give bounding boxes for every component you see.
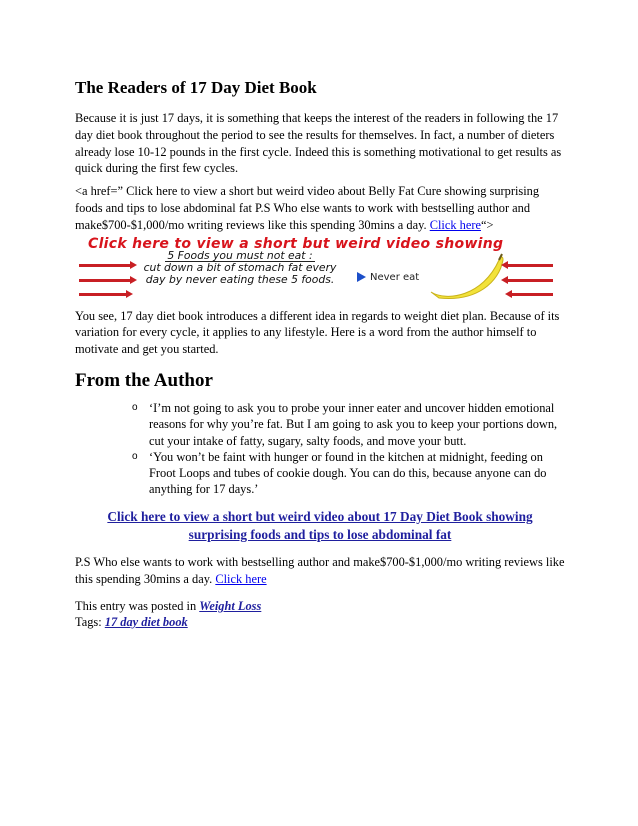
bullet-icon: o [132, 450, 138, 462]
banner-line-3: day by never eating these 5 foods. [145, 272, 335, 286]
quote-text: ‘I’m not going to ask you to probe your inner eater and uncover hidden emotional reasons for why you’re fat. But I am going to ask you to keep your portions down, cut your intake of fatty, sugary, salty foods, and move your butt. [149, 400, 558, 448]
cta-block [75, 508, 565, 544]
banner-line-2: cut down a bit of stomach fat every [143, 261, 337, 275]
promo-tail: “> [480, 217, 494, 232]
right-arrow-icon [507, 279, 553, 282]
right-arrow-icon [511, 293, 553, 296]
never-eat-label: Never eat [357, 272, 419, 283]
ps-text: P.S Who else wants to work with bestselling author and make$700-$1,000/mo writing reviews like this spending 30mins a day. [75, 554, 565, 586]
posted-in [75, 599, 565, 615]
left-arrow-icon [79, 264, 131, 267]
banner-line-1: 5 Foods you must not eat : [167, 248, 313, 262]
document-page [75, 70, 565, 630]
banana-icon [427, 252, 505, 300]
body-paragraph: You see, 17 day diet book introduces a different idea in regards to weight diet plan. Because of its variation for every cycle, it applies to any lifestyle. Here is a word from the author himself to motivate and get you started. [75, 308, 560, 357]
author-quotes [75, 400, 565, 498]
right-arrow-icon [507, 264, 553, 267]
category-link[interactable]: Weight Loss [199, 599, 262, 614]
promo-text: <a href=” Click here to view a short but weird video about Belly Fat Cure showing surprising foods and tips to lose abdominal fat P.S Who else wants to work with bestselling author and make$700-$1,000/mo writing reviews like this spending 30mins a day. [75, 184, 540, 232]
banner-title: Click here to view a short but weird video showing [88, 235, 504, 252]
video-banner[interactable] [75, 236, 557, 300]
tag-link[interactable]: 17 day diet book [104, 614, 188, 629]
cta-line-1: Click here to view a short but weird video about 17 Day Diet Book showing [107, 508, 533, 524]
article-title: The Readers of 17 Day Diet Book [75, 78, 317, 97]
cta-line-2: surprising foods and tips to lose abdominal fat [188, 526, 452, 542]
cta-link[interactable] [107, 509, 532, 542]
intro-paragraph: Because it is just 17 days, it is something that keeps the interest of the readers in following the 17 day diet book throughout the period to see the results for themselves. In fact, a number of dieters already lose 10-12 pounds in the first cycle. Indeed this is something motivational to get results as quick during the first few cycles. [75, 111, 562, 176]
ps-link[interactable]: Click here [215, 571, 267, 586]
tags-prefix: Tags: [75, 614, 102, 629]
play-triangle-icon [357, 272, 366, 282]
ps-paragraph [75, 554, 565, 588]
bullet-icon: o [132, 401, 138, 413]
promo-paragraph [75, 183, 565, 233]
left-arrow-icon [79, 279, 131, 282]
list-item [75, 400, 565, 449]
posted-prefix: This entry was posted in [75, 599, 197, 614]
quote-text: ‘You won’t be faint with hunger or found in the kitchen at midnight, feeding on Froot Loops and tubes of cookie dough. You can do this, because anyone can do anything for 17 days.’ [149, 449, 547, 497]
list-item [75, 449, 565, 498]
promo-link[interactable]: Click here [429, 217, 481, 232]
left-arrow-icon [79, 293, 127, 296]
tags-line [75, 615, 565, 631]
banner-chalk-text [133, 250, 347, 298]
author-heading: From the Author [75, 369, 213, 391]
